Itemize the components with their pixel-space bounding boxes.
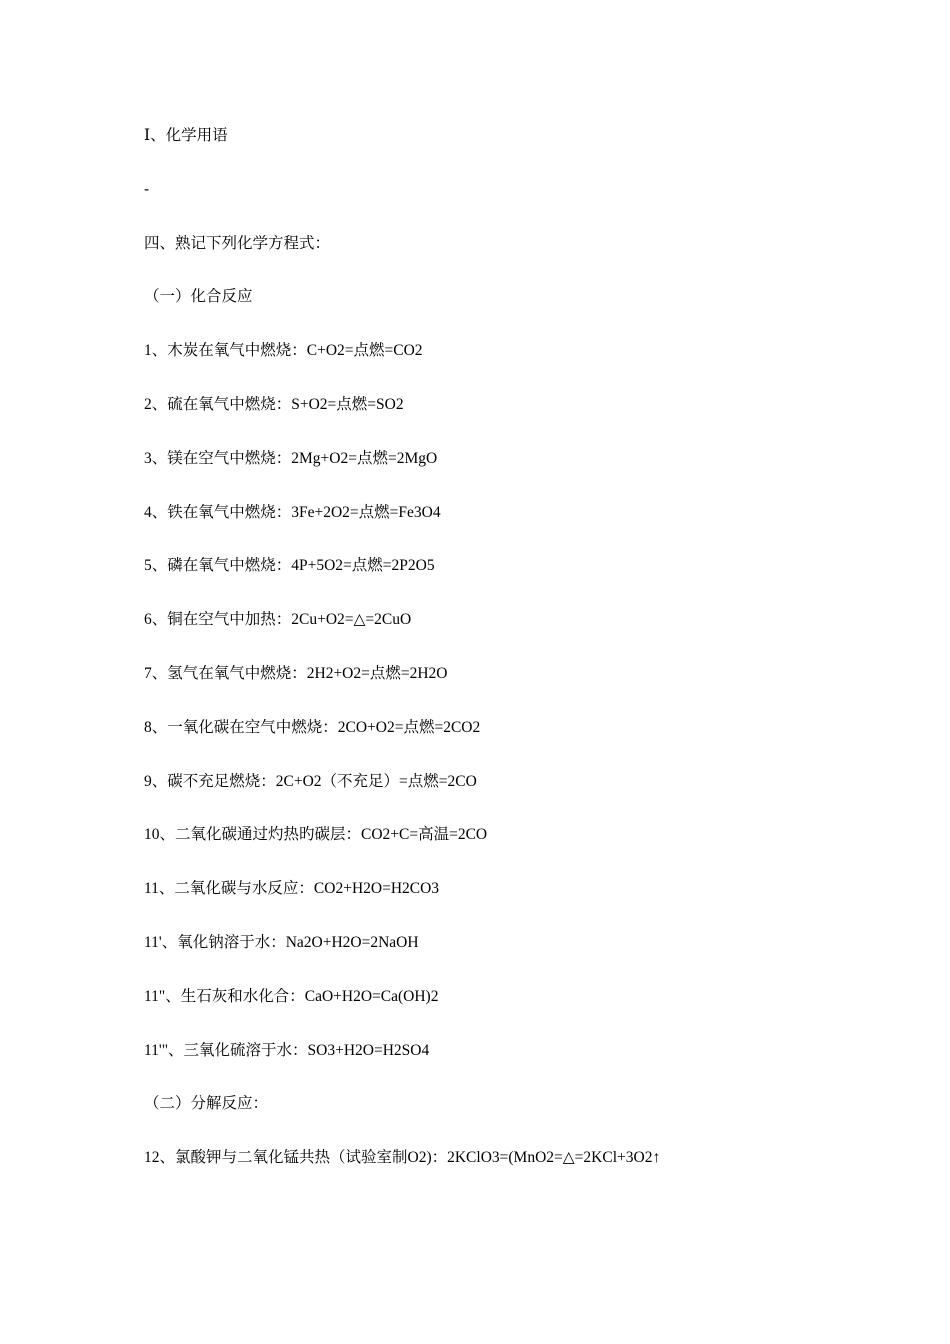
equation-item: 6、铜在空气中加热：2Cu+O2=△=2CuO [144, 611, 412, 629]
subheading-combination: （一）化合反应 [144, 288, 253, 306]
equation-item: 5、磷在氧气中燃烧：4P+5O2=点燃=2P2O5 [144, 557, 435, 575]
document-body [144, 124, 864, 1200]
equation-item: 11'"、三氧化硫溶于水：SO3+H2O=H2SO4 [144, 1041, 430, 1059]
equation-item: 8、一氧化碳在空气中燃烧：2CO+O2=点燃=2CO2 [144, 718, 481, 736]
equation-item: 11、二氧化碳与水反应：CO2+H2O=H2CO3 [144, 880, 440, 898]
section-title: Ⅰ、化学用语 [144, 127, 228, 144]
equation-item: 10、二氧化碳通过灼热旳碳层：CO2+C=高温=2CO [144, 826, 488, 844]
equation-item: 7、氢气在氧气中燃烧：2H2+O2=点燃=2H2O [144, 664, 448, 682]
subheading-decomposition: （二）分解反应： [144, 1095, 269, 1113]
part-heading: 四、熟记下列化学方程式： [144, 234, 331, 252]
equation-item: 9、碳不充足燃烧：2C+O2（不充足）=点燃=2CO [144, 772, 477, 790]
equation-item: 1、木炭在氧气中燃烧：C+O2=点燃=CO2 [144, 342, 423, 360]
equation-item: 11'、氧化钠溶于水：Na2O+H2O=2NaOH [144, 933, 419, 951]
equation-item: 2、硫在氧气中燃烧：S+O2=点燃=SO2 [144, 395, 404, 413]
separator: - [144, 180, 150, 198]
equation-item: 4、铁在氧气中燃烧：3Fe+2O2=点燃=Fe3O4 [144, 503, 441, 521]
equation-item: 11"、生石灰和水化合：CaO+H2O=Ca(OH)2 [144, 987, 439, 1005]
equation-item: 3、镁在空气中燃烧：2Mg+O2=点燃=2MgO [144, 449, 438, 467]
equation-item: 12、氯酸钾与二氧化锰共热（试验室制O2)：2KClO3=(MnO2=△=2KCl+3O2↑ [144, 1149, 661, 1167]
